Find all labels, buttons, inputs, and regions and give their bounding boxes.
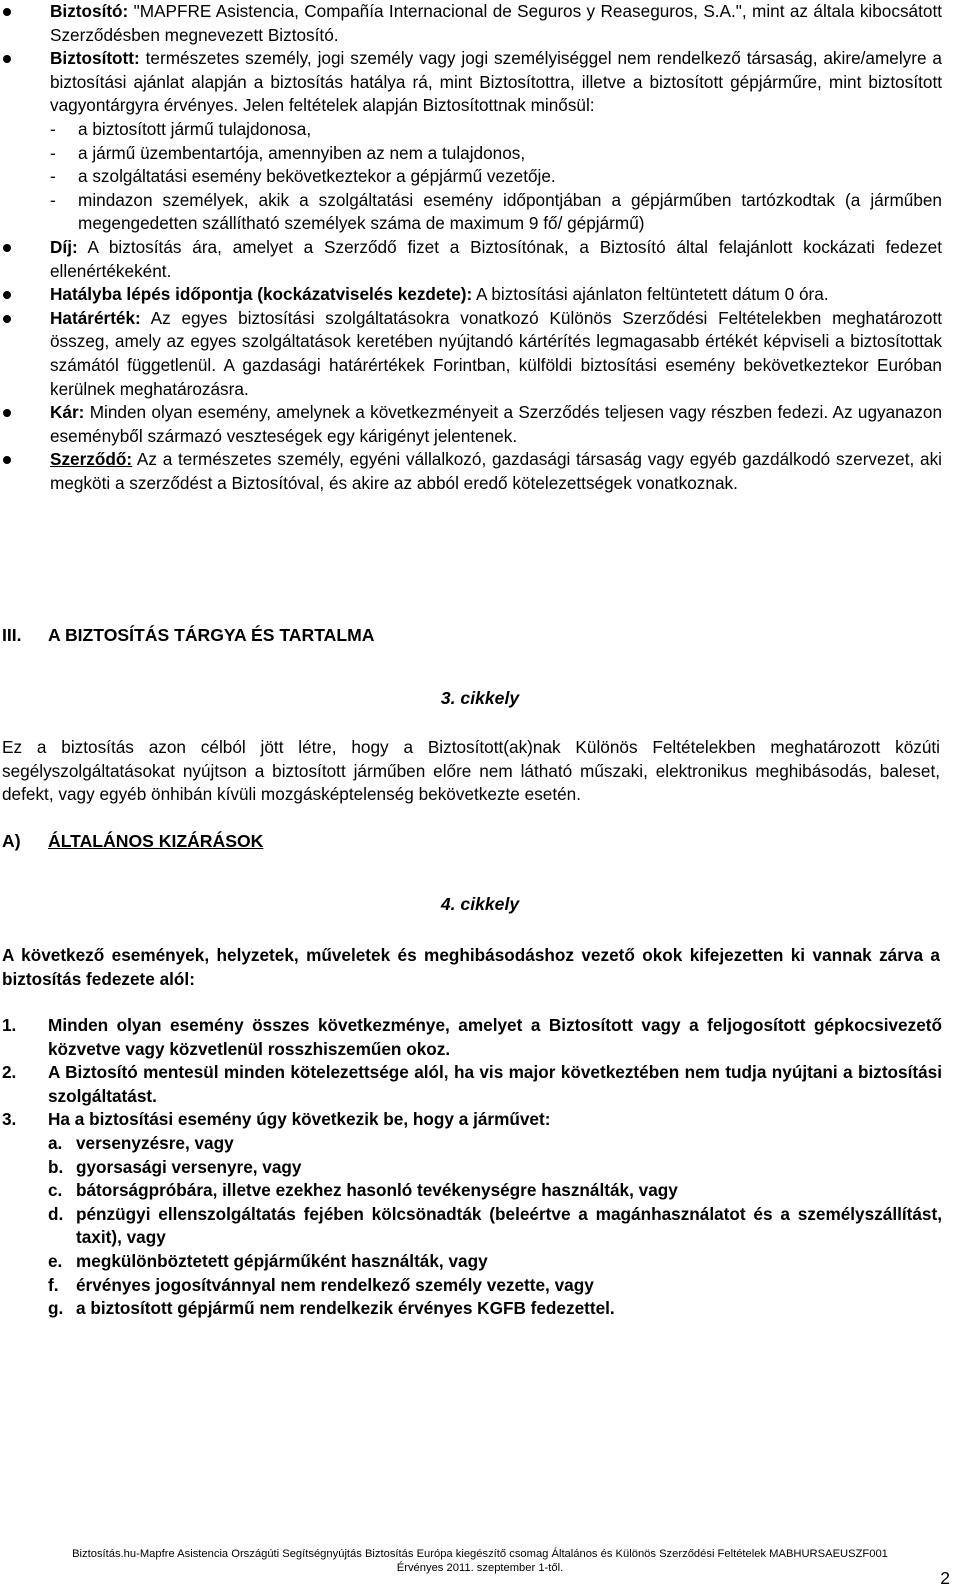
subsection-letter: A): [2, 831, 21, 851]
exclusion-subitem: b. gyorsasági versenyre, vagy: [48, 1156, 302, 1177]
definition-hatarertek: [0, 307, 960, 401]
definition-text: "MAPFRE Asistencia, Compañía Internacional de Seguros y Reaseguros, S.A.", mint az általa kibocsátott Szerződésben megnevezett Biztosító.: [50, 1, 942, 45]
bullet-icon: [3, 244, 11, 252]
exclusion-subitem: f. érvényes jogosítvánnyal nem rendelkező személy vezette, vagy: [48, 1274, 594, 1295]
dash-item: - a biztosított jármű tulajdonosa,: [50, 118, 312, 139]
article-4-title: 4. cikkely: [440, 894, 520, 914]
definition-term: Kár:: [50, 402, 85, 423]
article-3-title: 3. cikkely: [440, 688, 520, 708]
definition-text: Az egyes biztosítási szolgáltatásokra vonatkozó Különös Szerződési Feltételekben meghatározott összeg, amely az egyes szolgáltatások keretében nyújtandó kártérítés legmagasabb értékét képviseli a biztosítottak számától függetlenül. A gazdasági határértékek Forintban, külföldi biztosítási esemény bekövetkeztekor Euróban kerülnek meghatározásra.: [50, 307, 942, 399]
definitions-list: [0, 0, 960, 495]
bullet-icon: [3, 315, 11, 323]
footer-line: Érvényes 2011. szeptember 1-től.: [396, 1562, 564, 1574]
definition-biztosito: [0, 0, 960, 47]
page-number: 2: [940, 1568, 950, 1588]
definition-text: Az a természetes személy, egyéni vállalkozó, gazdasági társaság vagy egyéb gazdálkodó szervezet, aki megköti a szerződést a Biztosítóval, és akire az abból eredő kötelezettségek vonatkoznak.: [50, 449, 942, 493]
exclusion-subitem: e. megkülönböztetett gépjárműként használták, vagy: [48, 1250, 488, 1271]
footer-line: Biztosítás.hu-Mapfre Asistencia Országúti Segítségnyújtás Biztosítás Európa kiegészítő csomag Általános és Különös Szerződési Feltételek MABHURSAEUSZF001: [72, 1548, 888, 1560]
section-title: A BIZTOSÍTÁS TÁRGYA ÉS TARTALMA: [48, 625, 375, 645]
page-footer: [0, 1547, 960, 1575]
section-number: III.: [2, 625, 22, 645]
exclusion-subitem: d. pénzügyi ellenszolgáltatás fejében kölcsönadták (beleértve a magánhasználatot és a személyszállítást, taxit), vagy: [48, 1203, 942, 1248]
exclusion-subitem: g. a biztosított gépjármű nem rendelkezik érvényes KGFB fedezettel.: [48, 1298, 615, 1319]
subsection-heading: [2, 830, 264, 854]
exclusion-subitem: a. versenyzésre, vagy: [48, 1132, 234, 1153]
definition-term: Határérték:: [50, 307, 141, 328]
article-4-intro: A következő események, helyzetek, műveletek és meghibásodáshoz vezető okok kifejezetten ki vannak zárva a biztosítás fedezete alól:: [2, 945, 940, 989]
bullet-icon: [3, 8, 11, 16]
dash-item: - mindazon személyek, akik a szolgáltatási esemény időpontjában a gépjárműben tartózkodtak (a járműben megengedetten szállítható személyek száma de maximum 9 fő/ gépjármű): [50, 189, 942, 234]
definition-text: A biztosítási ajánlaton feltüntetett dátum 0 óra.: [472, 284, 829, 305]
article-3-paragraph: Ez a biztosítás azon célból jött létre, hogy a Biztosított(ak)nak Különös Feltételekben meghatározott közúti segélyszolgáltatásokat nyújtson a biztosított járműben előre nem látható műszaki, elektronikus meghibásodás, baleset, defekt, vagy egyéb önhibán kívüli mozgásképtelenség bekövetkezte esetén.: [2, 737, 940, 805]
definition-szerzodo: [0, 448, 960, 495]
bullet-icon: [3, 409, 11, 417]
definition-term: Szerződő:: [50, 449, 133, 470]
exclusion-item: 1. Minden olyan esemény összes következménye, amelyet a Biztosított vagy a feljogosított gépkocsivezető közvetve vagy közvetlenül rosszhiszeműen okoz.: [2, 1015, 942, 1059]
exclusion-item: 2. A Biztosító mentesül minden kötelezettsége alól, ha vis major következtében nem tudja nyújtani a biztosítási szolgáltatást.: [2, 1062, 942, 1106]
definition-text: Minden olyan esemény, amelynek a következményeit a Szerződés teljesen vagy részben fedezi. Az ugyanazon eseményből származó veszteségek egy kárigényt jelentenek.: [50, 402, 942, 446]
bullet-icon: [3, 456, 11, 464]
bullet-icon: [3, 55, 11, 63]
definition-hatalyba-lepes: [0, 283, 960, 307]
definition-term: Hatályba lépés időpontja (kockázatviselés kezdete):: [50, 284, 473, 305]
definition-term: Díj:: [50, 236, 78, 257]
definition-term: Biztosított:: [50, 48, 140, 69]
definition-dij: [0, 236, 960, 283]
exclusions-list: [0, 1014, 960, 1321]
definition-term: Biztosító:: [50, 1, 129, 21]
subsection-title: ÁLTALÁNOS KIZÁRÁSOK: [48, 831, 264, 851]
definition-text: A biztosítás ára, amelyet a Szerződő fizet a Biztosítónak, a Biztosító által felajánlott kockázati fedezet ellenértékeként.: [50, 236, 942, 281]
dash-item: - a jármű üzembentartója, amennyiben az nem a tulajdonos,: [50, 142, 526, 163]
bullet-icon: [3, 291, 11, 299]
dash-item: - a szolgáltatási esemény bekövetkeztekor a gépjármű vezetője.: [50, 166, 556, 187]
exclusion-item: 3. Ha a biztosítási esemény úgy következik be, hogy a járművet:: [2, 1109, 551, 1130]
definition-biztositott: [0, 47, 960, 236]
definition-text: természetes személy, jogi személy vagy jogi személyiséggel nem rendelkező társaság, akire/amelyre a biztosítási ajánlat alapján a biztosítás hatálya rá, mint Biztosítottra, illetve a biztosított gépjárműre, mint biztosított vagyontárgyra érvényes. Jelen feltételek alapján Biztosítottnak minősül:: [50, 48, 942, 116]
definition-kar: [0, 401, 960, 448]
exclusion-subitem: c. bátorságpróbára, illetve ezekhez hasonló tevékenységre használták, vagy: [48, 1180, 678, 1201]
